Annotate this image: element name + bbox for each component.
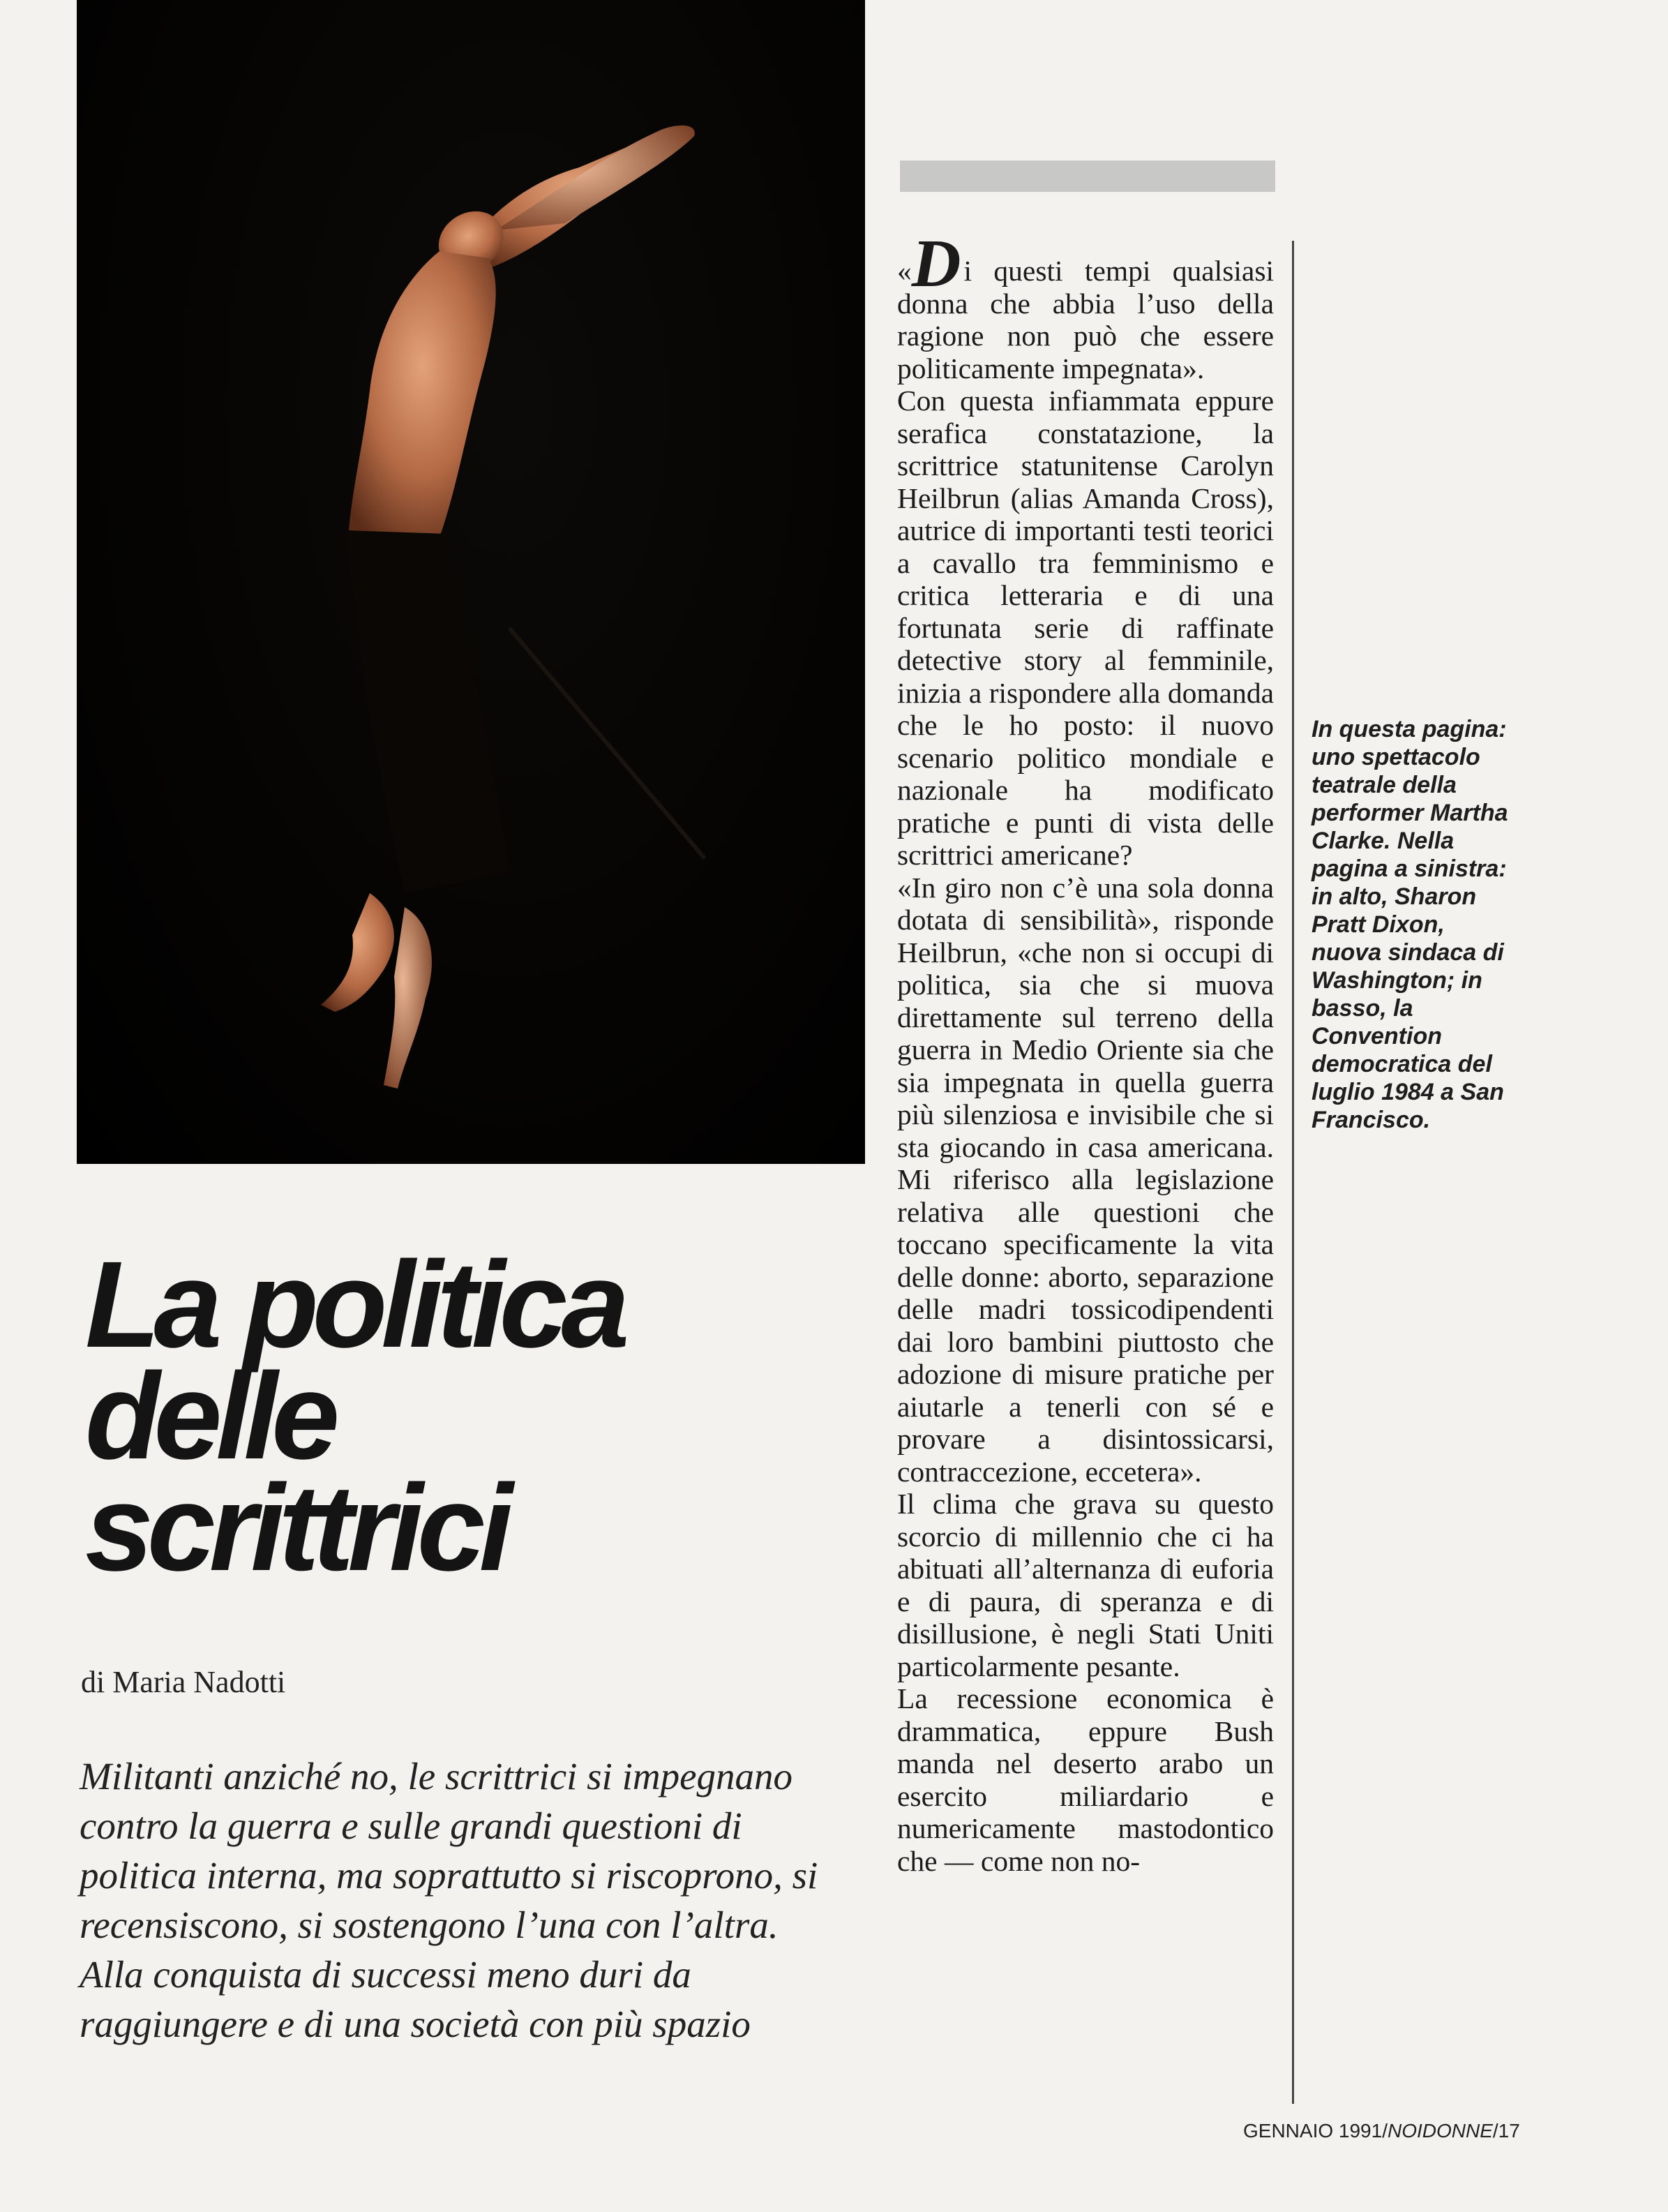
article-title [85,1236,783,1597]
article-body [897,226,1274,1877]
title-line-1: La politica [85,1236,624,1373]
paragraph-2: Con questa infiammata eppure serafica constatazione, la scrittrice statunitense Carolyn Heilbrun (alias Amanda Cross), autrice di importanti testi teorici a cavallo tra femminismo e critica letteraria e di una fortunata serie di raffinate detective story al femminile, inizia a rispondere alla domanda che le ho posto: il nuovo scenario politico mondiale e nazionale ha modificato pratiche e punti di vista delle scrittrici americane? [897,384,1274,871]
column-header-bar [900,160,1275,192]
dancer-illustration [77,0,865,1164]
footer-page-number: /17 [1492,2120,1520,2142]
opening-quote: « [897,255,912,287]
drop-cap: D [911,226,961,301]
paragraph-3: «In giro non c’è una sola donna dotata di sensibilità», risponde Heilbrun, «che non si occupi di politica, sia che si muova direttamente sul terreno della guerra in Medio Oriente sia che sia impegnata in quella guerra più silenziosa e invisibile che si sta giocando in casa americana. Mi riferisco alla legislazione relativa alle questioni che toccano specificamente la vita delle donne: aborto, separazione delle madri tossicodipendenti dai loro bambini piuttosto che adozione di misure pratiche per aiutarle a tenerli con sé e provare a disintossicarsi, contraccezione, eccetera». [897,871,1274,1488]
page-footer [1243,2120,1520,2142]
article-photo [77,0,865,1164]
paragraph-1: «Di questi tempi qualsiasi donna che abbia l’uso della ragione non può che essere politicamente impegnata». [897,226,1274,384]
title-line-2: delle [85,1348,334,1485]
footer-date: GENNAIO 1991/ [1243,2120,1388,2142]
paragraph-5: La recessione economica è drammatica, eppure Bush manda nel deserto arabo un esercito miliardario e numericamente mastodontico che — come non no- [897,1682,1274,1877]
footer-publication: NOIDONNE [1387,2120,1493,2142]
title-line-3: scrittrici [85,1460,507,1597]
byline: di Maria Nadotti [81,1665,286,1699]
standfirst: Militanti anziché no, le scrittrici si impegnano contro la guerra e sulle grandi questioni di politica interna, ma soprattutto si riscoprono, si recensiscono, si sostengono l’una con l’altra. Alla conquista di successi meno duri da raggiungere e di una società con più spazio [80,1755,818,2045]
column-divider [1292,241,1294,2104]
paragraph-4: Il clima che grava su questo scorcio di millennio che ci ha abituati all’alternanza di euforia e di paura, di speranza e di disillusione, è negli Stati Uniti particolarmente pesante. [897,1488,1274,1682]
photo-caption: In questa pagina: uno spettacolo teatrale della performer Martha Clarke. Nella pagina a sinistra: in alto, Sharon Pratt Dixon, nuova sindaca di Washington; in basso, la Convention democratica del luglio 1984 a San Francisco. [1312,716,1508,1133]
